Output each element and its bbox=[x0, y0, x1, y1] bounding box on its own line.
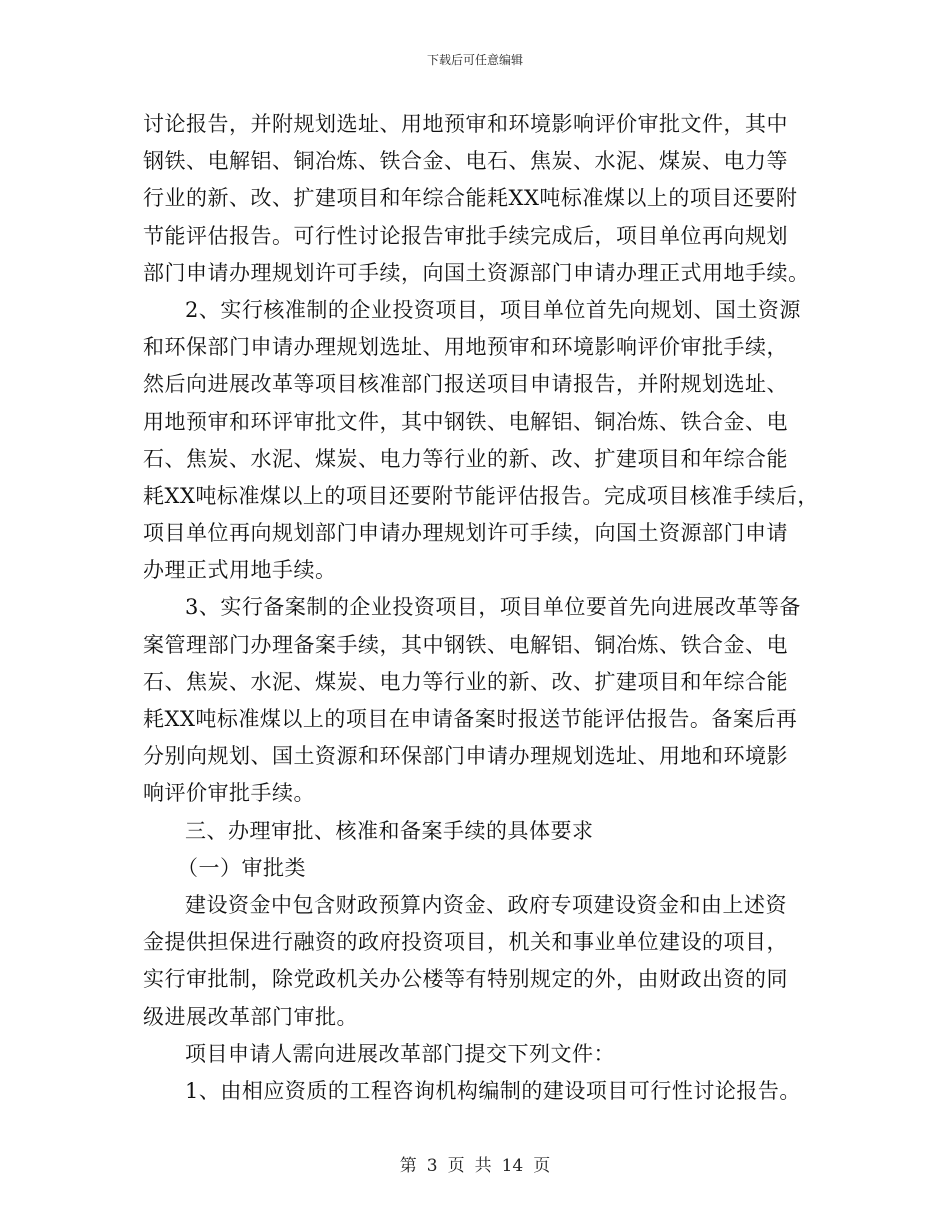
page-number: 3 bbox=[426, 1156, 438, 1176]
footer-word-ye2: 页 bbox=[533, 1156, 551, 1176]
text-line: 用地预审和环评审批文件，其中钢铁、电解铝、铜冶炼、铁合金、电 bbox=[143, 409, 788, 434]
page-footer bbox=[0, 1155, 950, 1177]
text-line: 石、焦炭、水泥、煤炭、电力等行业的新、改、扩建项目和年综合能 bbox=[143, 669, 788, 694]
text-line: 耗XX吨标准煤以上的项目还要附节能评估报告。完成项目核准手续后， bbox=[143, 483, 819, 508]
text-line: 级进展改革部门审批。 bbox=[143, 1004, 358, 1029]
footer-word-di: 第 bbox=[399, 1156, 417, 1176]
footer-word-gong: 共 bbox=[474, 1156, 492, 1176]
text-line: 钢铁、电解铝、铜冶炼、铁合金、电石、焦炭、水泥、煤炭、电力等 bbox=[143, 149, 788, 174]
text-line: 案管理部门办理备案手续，其中钢铁、电解铝、铜冶炼、铁合金、电 bbox=[143, 632, 788, 657]
text-line: 实行审批制，除党政机关办公楼等有特别规定的外，由财政出资的同 bbox=[143, 967, 788, 992]
text-line: 部门申请办理规划许可手续，向国土资源部门申请办理正式用地手续。 bbox=[143, 260, 810, 285]
paragraph-start-line: 建设资金中包含财政预算内资金、政府专项建设资金和由上述资 bbox=[185, 892, 787, 917]
footer-word-ye: 页 bbox=[447, 1156, 465, 1176]
text-line: 和环保部门申请办理规划选址、用地预审和环境影响评价审批手续， bbox=[143, 335, 788, 360]
paragraph-start-line: 3、实行备案制的企业投资项目，项目单位要首先向进展改革等备 bbox=[185, 595, 801, 620]
section-heading: 三、办理审批、核准和备案手续的具体要求 bbox=[185, 818, 594, 843]
page-header: 下载后可任意编辑 bbox=[426, 53, 523, 67]
text-line: 项目单位再向规划部门申请办理规划许可手续，向国土资源部门申请 bbox=[143, 521, 788, 546]
text-line: 讨论报告，并附规划选址、用地预审和环境影响评价审批文件，其中 bbox=[143, 112, 788, 136]
paragraph-start-line: 1、由相应资质的工程咨询机构编制的建设项目可行性讨论报告。 bbox=[185, 1078, 801, 1103]
text-line: 石、焦炭、水泥、煤炭、电力等行业的新、改、扩建项目和年综合能 bbox=[143, 446, 788, 471]
subsection-heading: （一）审批类 bbox=[177, 855, 306, 880]
text-line: 行业的新、改、扩建项目和年综合能耗XX吨标准煤以上的项目还要附 bbox=[143, 186, 798, 211]
text-line: 耗XX吨标准煤以上的项目在申请备案时报送节能评估报告。备案后再 bbox=[143, 707, 798, 731]
text-line: 分别向规划、国土资源和环保部门申请办理规划选址、用地和环境影 bbox=[143, 744, 788, 769]
total-pages: 14 bbox=[501, 1156, 524, 1176]
text-line: 节能评估报告。可行性讨论报告审批手续完成后，项目单位再向规划 bbox=[143, 223, 788, 248]
text-line: 金提供担保进行融资的政府投资项目，机关和事业单位建设的项目， bbox=[143, 930, 788, 955]
text-line: 响评价审批手续。 bbox=[143, 781, 315, 806]
text-line: 办理正式用地手续。 bbox=[143, 558, 337, 583]
paragraph-start-line: 2、实行核准制的企业投资项目，项目单位首先向规划、国土资源 bbox=[185, 297, 801, 322]
paragraph-start-line: 项目申请人需向进展改革部门提交下列文件： bbox=[185, 1041, 615, 1066]
document-body bbox=[143, 106, 819, 1110]
text-line: 然后向进展改革等项目核准部门报送项目申请报告，并附规划选址、 bbox=[143, 372, 788, 397]
